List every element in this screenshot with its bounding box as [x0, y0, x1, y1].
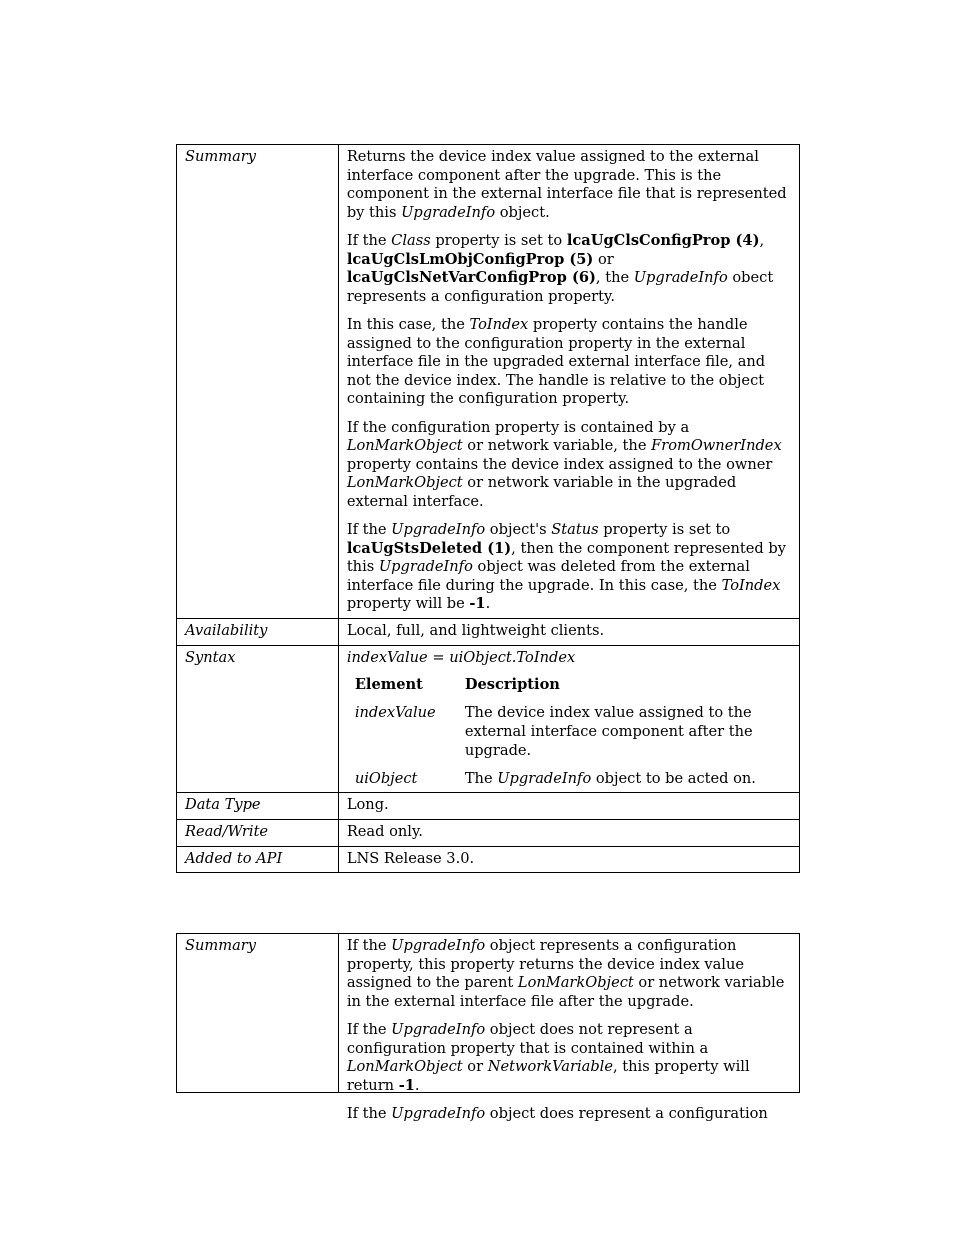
bold-term: lcaUgClsNetVarConfigProp (6): [346, 269, 596, 287]
summary-paragraph: If the configuration property is contained by a LonMarkObject or network variable, the FromOwnerIndex property contains the device index assigned to the owner LonMarkObject or network variable in the upgraded external interface.: [346, 418, 782, 510]
summary-content: [338, 934, 799, 1122]
syntax-row: [177, 645, 800, 793]
syntax-element-row: [347, 770, 791, 789]
italic-term: ToIndex: [721, 576, 781, 594]
bold-term: lcaUgClsLmObjConfigProp (5): [346, 250, 594, 268]
bold-term: lcaUgStsDeleted (1): [346, 539, 512, 557]
bold-term: -1: [469, 595, 486, 613]
summary-paragraph: In this case, the ToIndex property contains the handle assigned to the configuration property in the external interface file in the upgraded external interface file, and not the device index. The handle is relative to the object containing the configuration property.: [346, 315, 766, 408]
italic-term: UpgradeInfo: [378, 558, 473, 576]
summary-paragraph: If the Class property is set to lcaUgClsConfigProp (4), lcaUgClsLmObjConfigProp (5) or lcaUgClsNetVarConfigProp (6), the UpgradeInfo obect represents a configuration property.: [346, 231, 774, 305]
read-write-label: Read/Write: [177, 819, 339, 846]
italic-term: UpgradeInfo: [391, 1104, 486, 1122]
syntax-elements-header: [347, 676, 791, 704]
read-write-value: Read only.: [338, 819, 799, 846]
italic-term: LonMarkObject: [517, 974, 634, 992]
description-header: Description: [464, 676, 560, 694]
summary-paragraph: If the UpgradeInfo object does represent a configuration: [346, 1104, 768, 1122]
italic-term: ToIndex: [469, 315, 529, 333]
summary-paragraph: If the UpgradeInfo object's Status property is set to lcaUgStsDeleted (1), then the component represented by this UpgradeInfo object was deleted from the external interface file during the upgrade. In this case, the ToIndex property will be -1.: [346, 521, 786, 613]
syntax-element-row: [347, 704, 791, 769]
summary-content: [338, 145, 799, 619]
element-description: The UpgradeInfo object to be acted on.: [464, 769, 756, 787]
summary-paragraph: If the UpgradeInfo object represents a configuration property, this property returns the device index value assigned to the parent LonMarkObject or network variable in the external interface file after the upgrade.: [346, 937, 785, 1010]
italic-term: LonMarkObject: [346, 1058, 463, 1076]
element-name: indexValue: [354, 704, 436, 722]
syntax-label: Syntax: [177, 645, 339, 793]
bold-term: lcaUgClsConfigProp (4): [566, 231, 760, 249]
italic-term: LonMarkObject: [346, 474, 463, 492]
element-header: Element: [354, 676, 423, 694]
syntax-content: [338, 645, 799, 793]
italic-term: Status: [551, 521, 599, 539]
data-type-label: Data Type: [177, 793, 339, 820]
italic-term: UpgradeInfo: [391, 1020, 486, 1038]
to-index-property-table: [176, 144, 800, 873]
summary-row: [177, 145, 800, 619]
availability-row: [177, 619, 800, 646]
summary-paragraph: If the UpgradeInfo object does not represent a configuration property that is contained within a LonMarkObject or NetworkVariable, this property will return -1.: [346, 1020, 750, 1094]
italic-term: indexValue: [346, 648, 428, 666]
syntax-elements-table: [347, 676, 791, 788]
syntax-line: indexValue = uiObject.ToIndex: [346, 648, 576, 666]
added-to-api-row: [177, 846, 800, 873]
added-to-api-label: Added to API: [177, 846, 339, 873]
italic-term: NetworkVariable: [487, 1058, 613, 1076]
availability-label: Availability: [177, 619, 339, 646]
summary-paragraph: Returns the device index value assigned to the external interface component after the upgrade. This is the component in the external interface file that is represented by this UpgradeInfo object.: [346, 148, 787, 221]
italic-term: UpgradeInfo: [497, 769, 592, 787]
italic-term: UpgradeInfo: [391, 521, 486, 539]
italic-term: UpgradeInfo: [633, 269, 728, 287]
to-owner-index-property-table: [176, 933, 800, 1122]
added-to-api-value: LNS Release 3.0.: [338, 846, 799, 873]
data-type-value: Long.: [338, 793, 799, 820]
italic-term: FromOwnerIndex: [651, 437, 782, 455]
bold-term: -1: [398, 1076, 415, 1094]
summary-content-clip: [346, 937, 791, 1122]
italic-term: UpgradeInfo: [391, 937, 486, 954]
summary-label: Summary: [177, 145, 339, 619]
italic-term: UpgradeInfo: [401, 203, 496, 221]
summary-row: [177, 934, 800, 1093]
italic-term: Class: [391, 231, 431, 249]
summary-label: Summary: [177, 934, 339, 1093]
italic-term: LonMarkObject: [346, 437, 463, 455]
element-name: uiObject: [354, 769, 418, 787]
element-description: The device index value assigned to the external interface component after the upgrade.: [464, 704, 753, 759]
italic-term: uiObject.ToIndex: [449, 648, 576, 666]
availability-value: Local, full, and lightweight clients.: [338, 619, 799, 646]
data-type-row: [177, 793, 800, 820]
read-write-row: [177, 819, 800, 846]
